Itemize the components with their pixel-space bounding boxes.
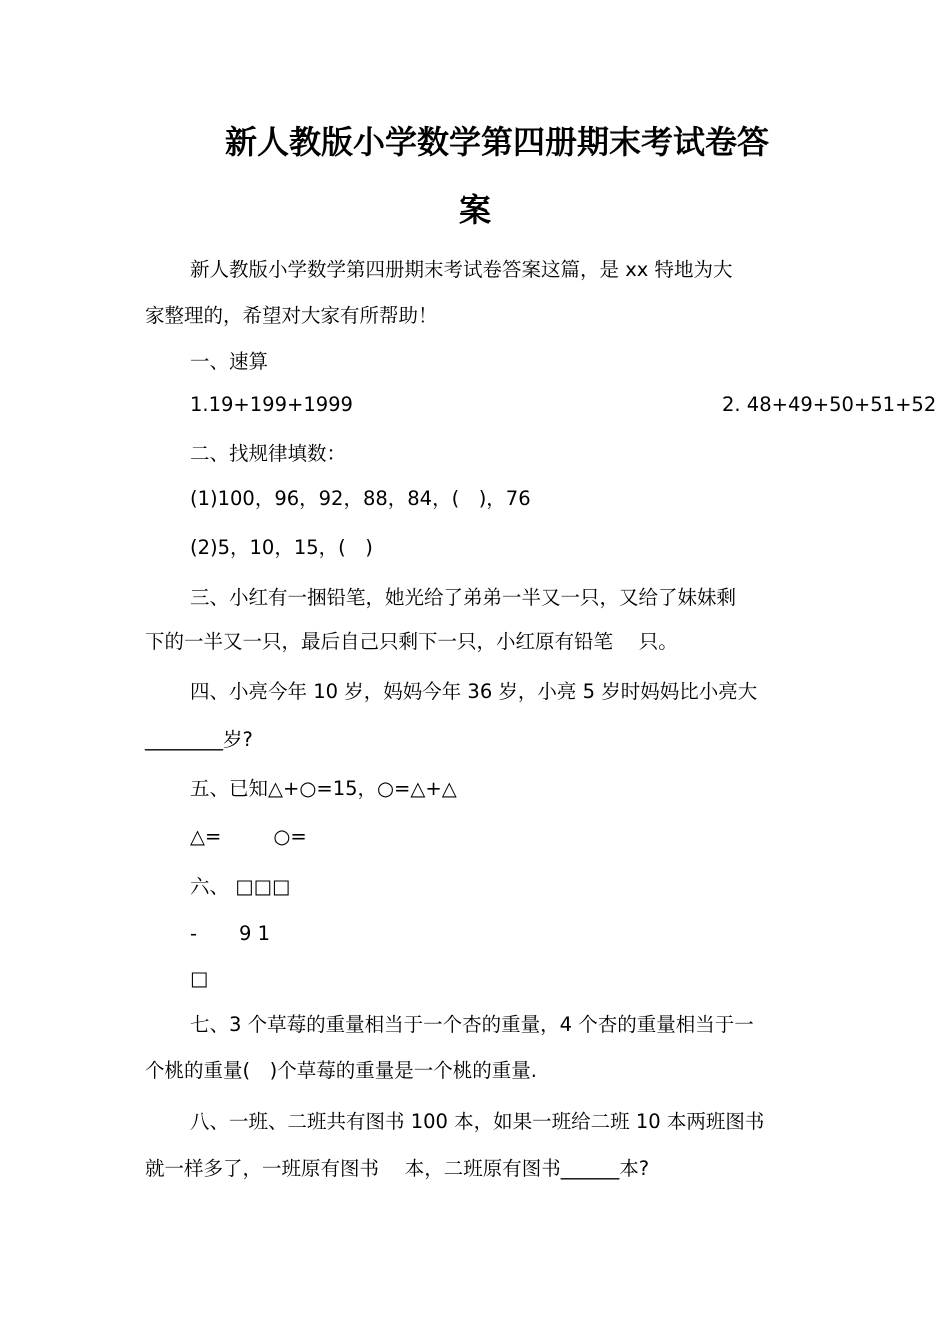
intro-paragraph-line-1: 新人教版小学数学第四册期末考试卷答案这篇，是 xx 特地为大 [190, 258, 733, 281]
section-5-answers [190, 823, 855, 851]
section-6-digits: 9 1 [239, 922, 271, 945]
section-2-item-1: (1)100，96，92，88，84，( )，76 [190, 487, 531, 510]
section-6-minus-sign: - [190, 922, 198, 945]
section-1-item-1: 1.19+199+1999 [190, 393, 353, 416]
section-1-heading: 一、速算 [190, 350, 269, 373]
section-6-subtraction-line [190, 920, 855, 948]
section-7-line-2: 个桃的重量( )个草莓的重量是一个桃的重量. [145, 1059, 537, 1082]
section-1-items [190, 391, 937, 419]
section-7-line-1: 七、3 个草莓的重量相当于一个杏的重量，4 个杏的重量相当于一 [190, 1013, 754, 1036]
section-5-triangle-answer: △= [190, 825, 222, 848]
section-1-item-2: 2. 48+49+50+51+52 [722, 393, 937, 416]
section-2-heading: 二、找规律填数： [190, 442, 347, 465]
section-3-line-1: 三、小红有一捆铅笔，她光给了弟弟一半又一只，又给了妹妹剩 [190, 586, 737, 609]
section-8-line-2: 就一样多了，一班原有图书 本，二班原有图书______本? [145, 1157, 650, 1180]
section-8-line-1: 八、一班、二班共有图书 100 本，如果一班给二班 10 本两班图书 [190, 1110, 765, 1133]
document-title-line-1: 新人教版小学数学第四册期末考试卷答 [225, 123, 770, 161]
document-title-line-2: 案 [458, 191, 491, 229]
section-4-line-2: ________岁? [145, 728, 253, 751]
section-4-line-1: 四、小亮今年 10 岁，妈妈今年 36 岁，小亮 5 岁时妈妈比小亮大 [190, 680, 758, 703]
section-2-item-2: (2)5，10，15，( ) [190, 536, 373, 559]
section-6-result-box: □ [190, 967, 209, 990]
section-5-circle-answer: ○= [273, 825, 307, 848]
section-3-line-2: 下的一半又一只，最后自己只剩下一只，小红原有铅笔 只。 [145, 630, 678, 653]
intro-paragraph-line-2: 家整理的，希望对大家有所帮助！ [145, 304, 438, 327]
section-6-line-1: 六、 □□□ [190, 875, 291, 898]
section-5-line-1: 五、已知△+○=15，○=△+△ [190, 777, 457, 800]
